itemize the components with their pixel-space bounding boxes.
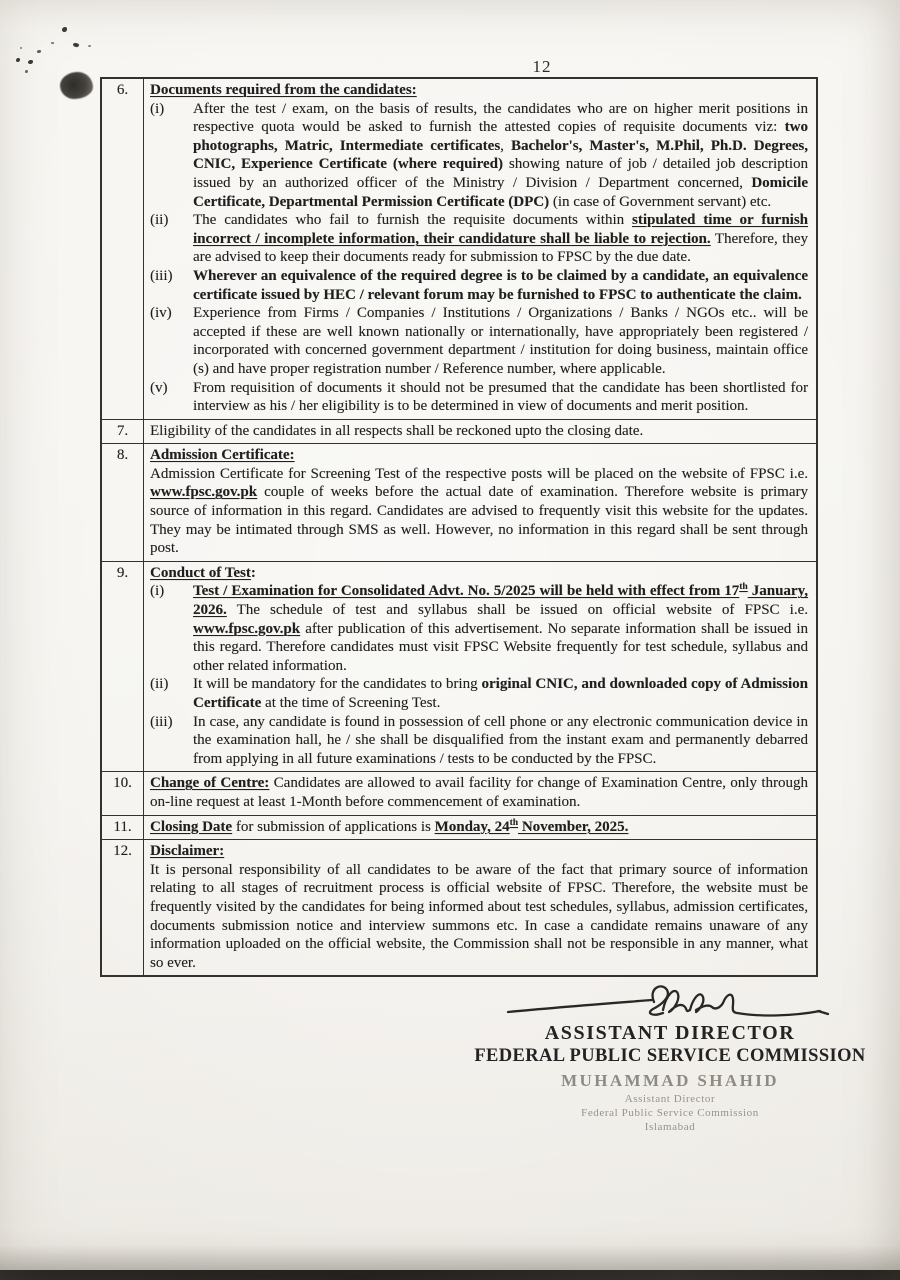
text-segment: two photographs, Matric, Intermediate certificates bbox=[193, 119, 808, 154]
list-item bbox=[150, 304, 808, 378]
row-content bbox=[144, 772, 816, 814]
text-segment: Eligibility of the candidates in all respects shall be reckoned upto the closing date. bbox=[150, 422, 644, 439]
row-number: 6. bbox=[102, 79, 144, 419]
list-marker: (iii) bbox=[150, 713, 173, 730]
stamp-organization: Federal Public Service Commission bbox=[581, 1107, 759, 1120]
text-segment: Admission Certificate: bbox=[150, 447, 295, 464]
signature-block bbox=[460, 979, 880, 1133]
row-content bbox=[144, 420, 816, 444]
list-marker: (ii) bbox=[150, 676, 169, 693]
list-item bbox=[150, 582, 808, 675]
row-content bbox=[144, 79, 816, 419]
list-item bbox=[150, 100, 808, 212]
text-segment: couple of weeks before the actual date of examination. Therefore website is primary source of information in this regard. Candidates are advised to frequently visit this website for the updates. They may be intimated through SMS as well. However, no information in this regard shall be sent through post. bbox=[150, 484, 808, 557]
ink-speck bbox=[51, 42, 54, 44]
text-segment: November, 2025. bbox=[518, 818, 629, 835]
paragraph bbox=[150, 422, 808, 441]
list-item bbox=[150, 267, 808, 304]
section-heading bbox=[150, 81, 808, 100]
list-marker: (ii) bbox=[150, 212, 169, 229]
list-text bbox=[193, 582, 808, 675]
text-segment: Candidates are allowed to avail facility for change of Examination Centre, only through on-line request at least 1-Month before commencement of examination. bbox=[150, 775, 808, 810]
list-item bbox=[150, 675, 808, 712]
text-segment: www.fpsc.gov.pk bbox=[193, 620, 301, 637]
text-segment: Test / Examination for Consolidated Advt. No. 5/2025 will be held with effect from 17 bbox=[193, 583, 740, 600]
signatory-designation: ASSISTANT DIRECTOR bbox=[544, 1022, 796, 1045]
text-segment: Experience from Firms / Companies / Institutions / Organizations / Banks / NGOs etc.. will be accepted if these are well known nationally or internationally, have appropriately been registered / incorporated with concerned government department / institution for doing business, maintain office (s) and have proper registration number / Reference number, where applicable. bbox=[193, 305, 808, 377]
signature-scribble bbox=[502, 979, 842, 1021]
row-number: 7. bbox=[102, 420, 144, 444]
table-row bbox=[102, 562, 816, 773]
list-marker: (iv) bbox=[150, 305, 172, 322]
text-segment: : bbox=[250, 564, 256, 581]
row-number: 12. bbox=[102, 840, 144, 975]
list-marker: (v) bbox=[150, 379, 168, 396]
list-marker: (i) bbox=[150, 583, 165, 600]
ink-blot bbox=[60, 72, 93, 99]
row-number: 9. bbox=[102, 562, 144, 772]
document-table bbox=[100, 77, 818, 977]
section-heading bbox=[150, 446, 808, 465]
text-segment: Wherever an equivalence of the required degree is to be claimed by a candidate, an equivalence certificate issued by HEC / relevant forum may be furnished to FPSC to authenticate the claim. bbox=[193, 267, 808, 303]
text-segment: In case, any candidate is found in possession of cell phone or any electronic communication device in the examination hall, he / she shall be disqualified from the instant exam and permanently debarred from applying in all future examinations / tests to be conducted by the FPSC. bbox=[193, 713, 808, 767]
list-marker: (i) bbox=[150, 100, 165, 117]
text-segment: for submission of applications is bbox=[232, 818, 435, 835]
text-segment: Documents required from the candidates: bbox=[150, 82, 417, 98]
text-segment: showing nature of job / detailed job description issued by an authorized officer of the Ministry / Division / Department concerned, bbox=[193, 156, 808, 191]
paragraph bbox=[150, 774, 808, 811]
ink-speck bbox=[25, 70, 28, 73]
text-segment: January, 2026. bbox=[193, 583, 809, 619]
list-text bbox=[193, 379, 808, 416]
paragraph bbox=[150, 465, 808, 558]
ink-speck bbox=[20, 47, 22, 49]
paragraph bbox=[150, 818, 808, 837]
stamp-name: MUHAMMAD SHAHID bbox=[561, 1071, 779, 1091]
text-segment: Change of Centre: bbox=[150, 775, 270, 792]
table-row bbox=[102, 420, 816, 445]
list-item bbox=[150, 379, 808, 416]
text-segment: Therefore, they are advised to keep their documents ready for submission to FPSC by the due date. bbox=[193, 230, 808, 266]
row-number: 8. bbox=[102, 444, 144, 561]
text-segment: The schedule of test and syllabus shall be issued on official website of FPSC i.e. bbox=[226, 602, 808, 619]
scan-shadow bbox=[0, 1245, 900, 1271]
text-segment: original CNIC, and downloaded copy of Admission Certificate bbox=[193, 676, 808, 711]
text-segment: Conduct of Test bbox=[150, 564, 251, 581]
table-row bbox=[102, 816, 816, 841]
row-content bbox=[144, 444, 816, 561]
text-segment: It is personal responsibility of all candidates to be aware of the fact that primary source of information relating to all stages of recruitment process is official website of FPSC. Therefore, the website must be frequently visited by the candidates for being informed about test schedules, syllabus, admission certificates, documents submission notice and interview summons etc. In case a candidate remains unaware of any information uploaded on the official website, the Commission shall not be responsible in any manner, what so ever. bbox=[150, 861, 808, 971]
table-row bbox=[102, 772, 816, 815]
text-segment: stipulated time or furnish incorrect / incomplete information, their candidature shall be liable to rejection. bbox=[193, 212, 809, 247]
list-text bbox=[193, 267, 808, 304]
text-segment: www.fpsc.gov.pk bbox=[150, 484, 258, 501]
list-text bbox=[193, 100, 808, 212]
ink-speck bbox=[88, 45, 91, 47]
text-segment: Monday, 24 bbox=[434, 818, 510, 835]
row-content bbox=[144, 840, 816, 975]
ink-speck bbox=[28, 60, 33, 64]
list-item bbox=[150, 211, 808, 267]
text-segment: Closing Date bbox=[150, 818, 233, 835]
section-heading bbox=[150, 842, 808, 861]
scan-edge-band bbox=[0, 1270, 900, 1280]
ink-speck bbox=[62, 27, 67, 32]
text-segment: From requisition of documents it should not be presumed that the candidate has been shortlisted for interview as his / her eligibility is to be determined in view of documents and merit position. bbox=[193, 379, 808, 415]
text-segment: after publication of this advertisement. No separate information shall be issued in this regard. Therefore candidates must visit FPSC Website frequently for test schedule, syllabus and other related information. bbox=[193, 620, 808, 674]
table-row bbox=[102, 79, 816, 420]
list-marker: (iii) bbox=[150, 267, 173, 284]
text-segment: Domicile Certificate, Departmental Permission Certificate (DPC) bbox=[193, 174, 808, 210]
ink-speck bbox=[37, 50, 41, 53]
list-text bbox=[193, 675, 808, 712]
row-content bbox=[144, 562, 816, 772]
table-row bbox=[102, 840, 816, 975]
text-segment: The candidates who fail to furnish the requisite documents within bbox=[193, 212, 633, 229]
text-segment: Admission Certificate for Screening Test of the respective posts will be placed on the website of FPSC i.e. bbox=[150, 465, 808, 482]
row-number: 10. bbox=[102, 772, 144, 814]
text-segment: (in case of Government servant) etc. bbox=[549, 193, 772, 210]
text-segment: After the test / exam, on the basis of results, the candidates who are on higher merit positions in respective quota would be asked to furnish the attested copies of requisite documents viz: bbox=[193, 100, 808, 136]
row-number: 11. bbox=[102, 816, 144, 840]
text-segment: th bbox=[509, 817, 519, 828]
paragraph bbox=[150, 861, 808, 973]
ink-speck bbox=[16, 58, 20, 62]
table-row bbox=[102, 444, 816, 562]
list-text bbox=[193, 304, 808, 378]
text-segment: th bbox=[739, 582, 748, 593]
text-segment: , bbox=[500, 137, 512, 154]
text-segment: It will be mandatory for the candidates to bring bbox=[193, 676, 482, 693]
list-text bbox=[193, 211, 808, 267]
list-item bbox=[150, 713, 808, 769]
page-number: 12 bbox=[532, 57, 552, 76]
text-segment: Disclaimer: bbox=[150, 843, 225, 860]
ink-speck bbox=[72, 42, 79, 48]
stamp-city: Islamabad bbox=[644, 1121, 696, 1134]
text-segment: Bachelor's, Master's, M.Phil, Ph.D. Degrees, CNIC, Experience Certificate (where required) bbox=[193, 137, 809, 173]
section-heading bbox=[150, 564, 808, 583]
text-segment: at the time of Screening Test. bbox=[261, 695, 441, 711]
row-content bbox=[144, 816, 816, 840]
signatory-organization: FEDERAL PUBLIC SERVICE COMMISSION bbox=[474, 1046, 866, 1067]
list-text bbox=[193, 713, 808, 769]
stamp-designation: Assistant Director bbox=[624, 1093, 716, 1106]
